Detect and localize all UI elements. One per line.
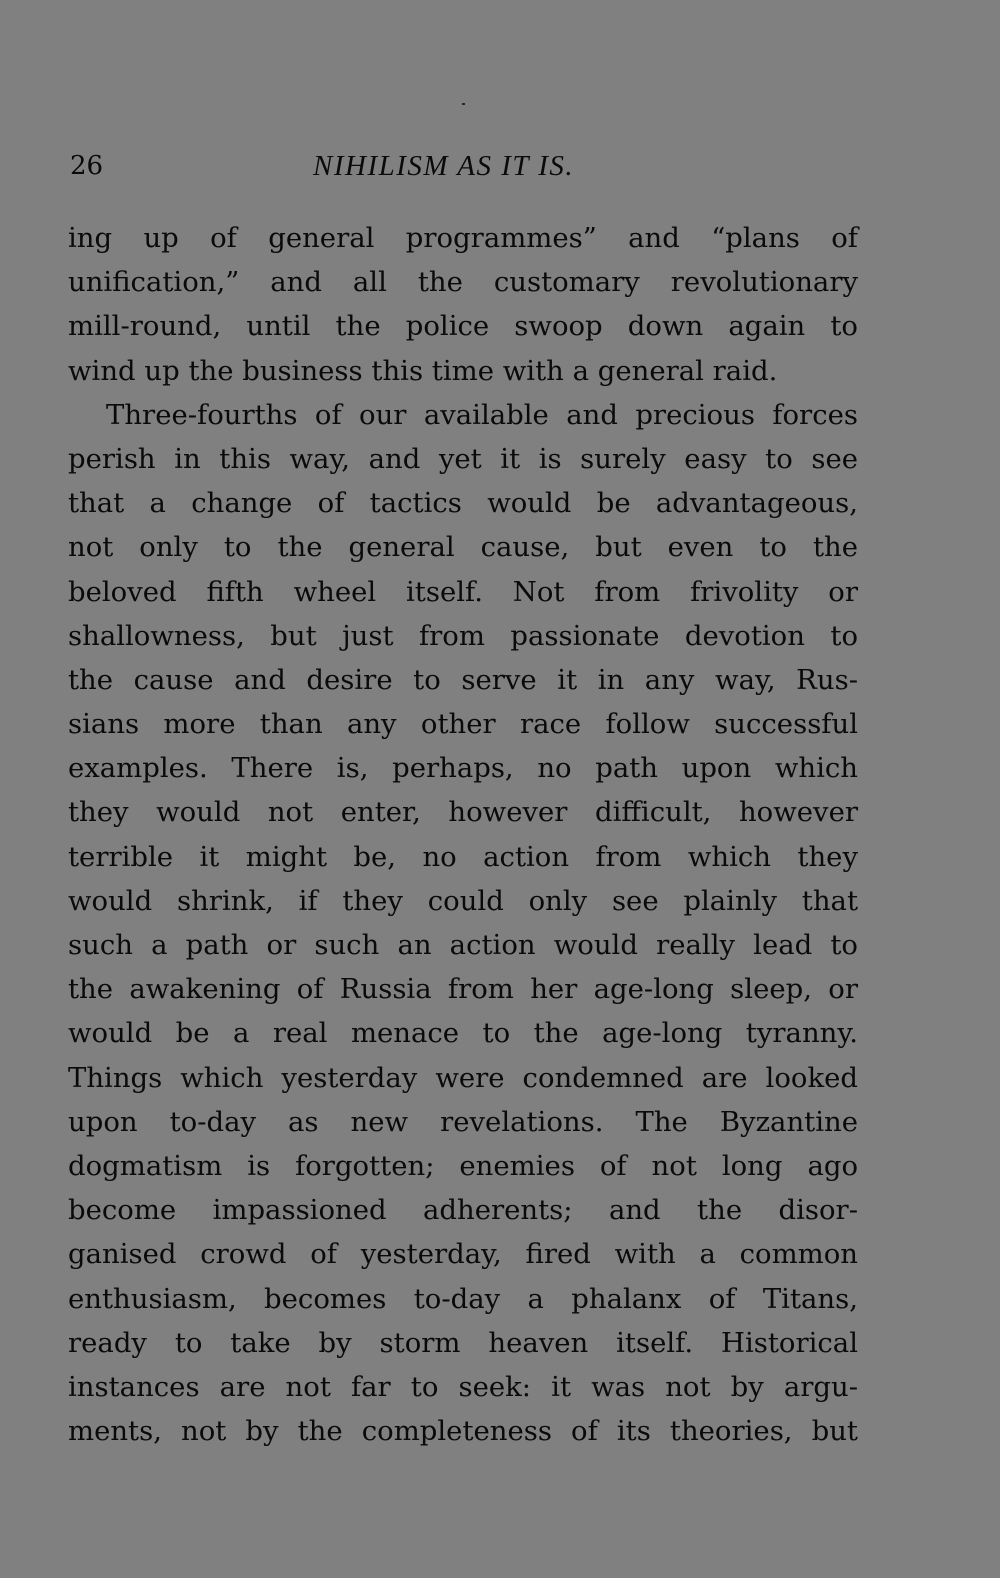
body-text	[68, 216, 858, 1453]
text-line: mill-round, until the police swoop down again to	[68, 310, 858, 343]
text-line: that a change of tactics would be advantageous,	[68, 487, 858, 520]
text-line: ready to take by storm heaven itself. Historical	[68, 1326, 858, 1359]
text-line: unification,” and all the customary revolutionary	[68, 266, 858, 299]
text-line: examples. There is, perhaps, no path upon which	[68, 752, 858, 785]
text-line: ganised crowd of yesterday, fired with a common	[68, 1238, 858, 1271]
text-line: enthusiasm, becomes to-day a phalanx of Titans,	[68, 1282, 858, 1315]
text-line: wind up the business this time with a general raid.	[68, 354, 778, 387]
print-speck	[462, 103, 465, 105]
text-line: not only to the general cause, but even to the	[68, 531, 858, 564]
text-line: ing up of general programmes” and “plans of	[68, 222, 858, 254]
text-line: would shrink, if they could only see plainly that	[68, 884, 858, 917]
page-number: 26	[70, 151, 104, 181]
text-line: become impassioned adherents; and the disor-	[68, 1194, 858, 1227]
running-head	[70, 150, 860, 184]
text-line: upon to-day as new revelations. The Byzantine	[68, 1105, 858, 1138]
text-line: beloved fifth wheel itself. Not from frivolity or	[68, 575, 858, 608]
text-line: Things which yesterday were condemned are looked	[68, 1061, 858, 1094]
text-line: instances are not far to seek: it was not by argu-	[68, 1370, 858, 1403]
text-line: such a path or such an action would really lead to	[68, 929, 858, 961]
text-line: terrible it might be, no action from which they	[68, 840, 858, 873]
text-line: would be a real menace to the age-long tyranny.	[68, 1017, 858, 1050]
text-line: ments, not by the completeness of its theories, but	[68, 1415, 858, 1448]
text-line: the cause and desire to serve it in any way, Rus-	[68, 663, 858, 696]
text-line: the awakening of Russia from her age-long sleep, or	[68, 973, 858, 1006]
text-line: sians more than any other race follow successful	[68, 708, 858, 741]
text-line: shallowness, but just from passionate devotion to	[68, 619, 858, 652]
text-line: perish in this way, and yet it is surely easy to see	[68, 442, 858, 475]
running-title: NIHILISM AS IT IS.	[313, 150, 575, 182]
text-line: they would not enter, however difficult, however	[68, 796, 858, 829]
text-line: dogmatism is forgotten; enemies of not long ago	[68, 1149, 858, 1182]
text-line: Three-fourths of our available and precious forces	[106, 398, 858, 431]
